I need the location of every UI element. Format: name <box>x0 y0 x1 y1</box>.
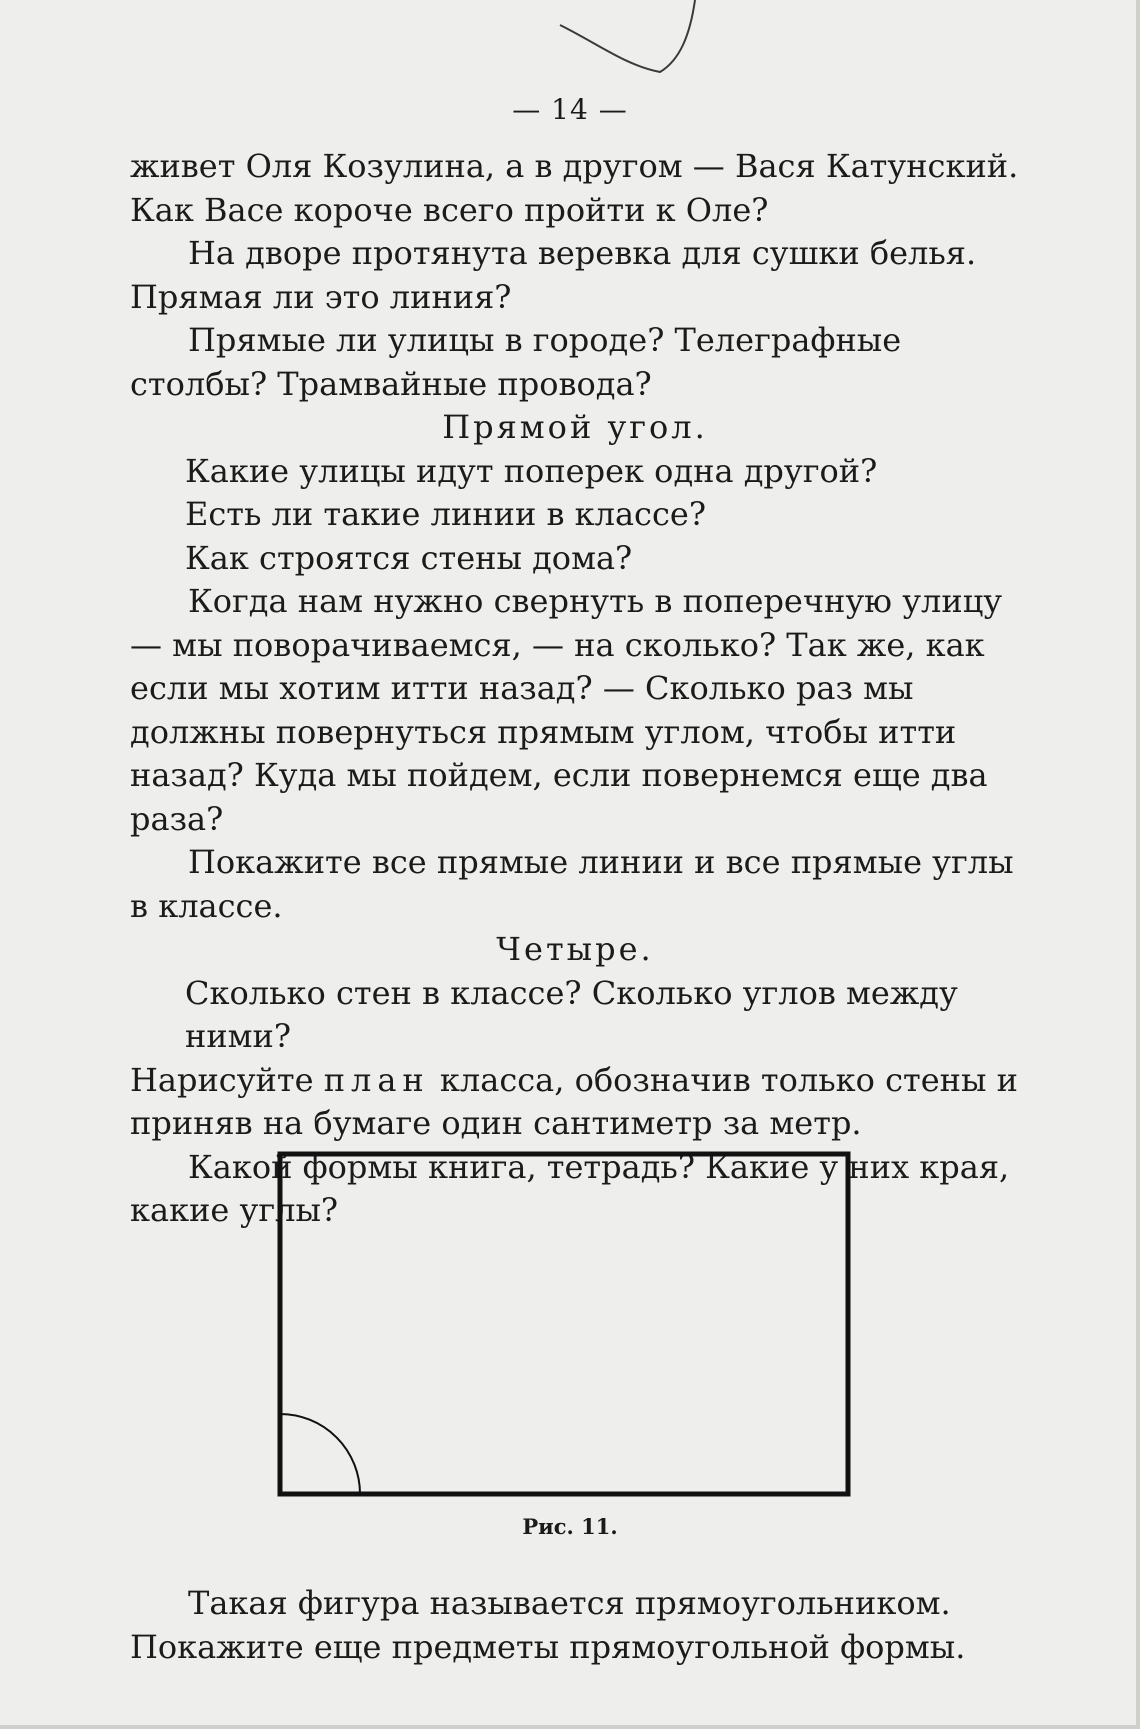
paragraph-plan <box>130 1059 1020 1146</box>
rectangle-figure <box>276 1150 856 1510</box>
question-line: Какие улицы идут поперек одна другой? <box>185 451 878 490</box>
section-heading-right-angle: Прямой угол. <box>442 408 708 446</box>
rectangle-outline <box>280 1154 848 1494</box>
final-paragraph-block <box>130 1550 1020 1701</box>
paragraph-plan-spaced-word: план <box>323 1060 430 1099</box>
page-crease-mark <box>0 0 1140 100</box>
right-angle-arc <box>280 1414 360 1494</box>
page-text <box>130 145 1020 1233</box>
paragraph-plan-before: Нарисуйте <box>130 1060 324 1099</box>
paragraph: Такая фигура называется прямоугольником. Покажите еще предметы прямоугольной формы. <box>130 1584 966 1666</box>
figure-caption: Рис. 11. <box>522 1514 618 1539</box>
paragraph: Прямые ли улицы в городе? Телеграфные столбы? Трамвайные провода? <box>130 321 902 403</box>
question-line: Как строятся стены дома? <box>185 538 633 577</box>
paragraph-continued: живет Оля Козулина, а в другом — Вася Катунский. Как Васе короче всего пройти к Оле? <box>130 147 1019 229</box>
page-number: — 14 — <box>512 93 628 126</box>
paragraph: Какой формы книга, тетрадь? Какие у них края, какие углы? <box>130 1147 1010 1229</box>
question-line: Есть ли такие линии в классе? <box>185 495 706 533</box>
paragraph: Покажите все прямые линии и все прямые углы в классе. <box>130 843 1014 925</box>
paragraph: На дворе протянута веревка для сушки белья. Прямая ли это линия? <box>130 234 977 316</box>
section-heading-four: Четыре. <box>496 930 654 968</box>
paragraph-plan-after: класса, обозначив только стены и приняв на бумаге один сантиметр за метр. <box>130 1060 1018 1142</box>
question-line: Сколько стен в классе? Сколько углов между ними? <box>185 973 958 1055</box>
paragraph: Когда нам нужно свернуть в поперечную улицу — мы поворачиваемся, — на сколько? Так же, как если мы хотим итти назад? — Сколько раз мы должны повернуться прямым углом, чтобы итти назад? Куда мы пойдем, если повернемся еще два раза? <box>130 582 1003 838</box>
